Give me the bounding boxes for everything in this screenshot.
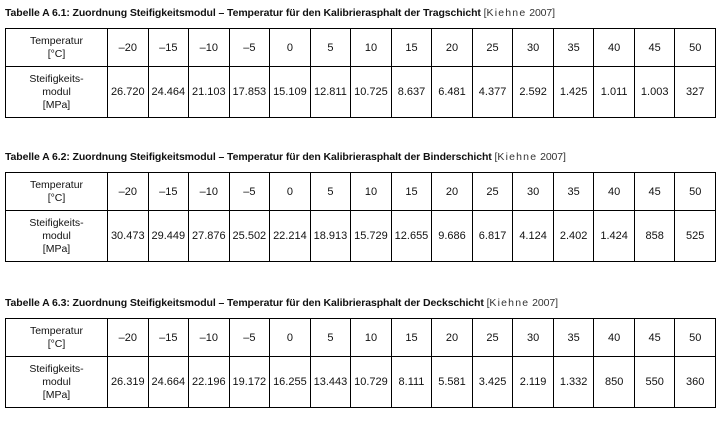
- modulus-cell: 2.402: [553, 211, 594, 262]
- modulus-cell: 12.655: [391, 211, 432, 262]
- modulus-cell: 1.332: [553, 357, 594, 408]
- temperature-cell: –5: [229, 173, 270, 211]
- temperature-cell: 30: [513, 319, 554, 357]
- temperature-cell: –10: [189, 173, 230, 211]
- modulus-cell: 30.473: [108, 211, 149, 262]
- temperature-cell: 10: [351, 29, 392, 67]
- temperature-cell: 20: [432, 29, 473, 67]
- modulus-cell: 25.502: [229, 211, 270, 262]
- modulus-cell: 19.172: [229, 357, 270, 408]
- modulus-cell: 3.425: [472, 357, 513, 408]
- modulus-cell: 18.913: [310, 211, 351, 262]
- temperature-cell: –5: [229, 319, 270, 357]
- modulus-cell: 550: [634, 357, 675, 408]
- caption-title: Tabelle A 6.1: Zuordnung Steifigkeitsmodul – Temperatur für den Kalibrierasphalt der Tragschicht: [5, 7, 481, 19]
- row-label-modulus: Steifigkeits- modul [MPa]: [6, 357, 108, 408]
- modulus-cell: 26.720: [108, 67, 149, 118]
- row-label-temperature: Temperatur [°C]: [6, 29, 108, 67]
- row-label-modulus: Steifigkeits- modul [MPa]: [6, 211, 108, 262]
- temperature-cell: 35: [553, 29, 594, 67]
- temperature-cell: 10: [351, 319, 392, 357]
- table-block-binderschicht: [5, 150, 716, 262]
- row-label-modulus: Steifigkeits- modul [MPa]: [6, 67, 108, 118]
- modulus-cell: 4.377: [472, 67, 513, 118]
- temperature-cell: 0: [270, 29, 311, 67]
- temperature-cell: 45: [634, 173, 675, 211]
- modulus-cell: 29.449: [148, 211, 189, 262]
- stiffness-temperature-table: [5, 318, 716, 408]
- modulus-cell: 10.729: [351, 357, 392, 408]
- temperature-cell: 40: [594, 29, 635, 67]
- caption-title: Tabelle A 6.2: Zuordnung Steifigkeitsmodul – Temperatur für den Kalibrierasphalt der Binderschicht: [5, 151, 492, 163]
- temperature-cell: 10: [351, 173, 392, 211]
- temperature-cell: 25: [472, 29, 513, 67]
- temperature-cell: 50: [675, 173, 716, 211]
- modulus-cell: 1.011: [594, 67, 635, 118]
- table-caption: [5, 296, 716, 312]
- modulus-cell: 525: [675, 211, 716, 262]
- modulus-cell: 327: [675, 67, 716, 118]
- stiffness-temperature-table: [5, 172, 716, 262]
- modulus-cell: 4.124: [513, 211, 554, 262]
- modulus-cell: 5.581: [432, 357, 473, 408]
- temperature-cell: 25: [472, 319, 513, 357]
- modulus-cell: 8.111: [391, 357, 432, 408]
- temperature-cell: 20: [432, 319, 473, 357]
- modulus-cell: 850: [594, 357, 635, 408]
- temperature-cell: 5: [310, 29, 351, 67]
- modulus-cell: 6.481: [432, 67, 473, 118]
- caption-source: [Kiehne 2007]: [483, 7, 555, 19]
- temperature-cell: 25: [472, 173, 513, 211]
- temperature-row: [6, 319, 716, 357]
- row-label-temperature: Temperatur [°C]: [6, 173, 108, 211]
- temperature-cell: –15: [148, 29, 189, 67]
- modulus-cell: 24.464: [148, 67, 189, 118]
- modulus-cell: 10.725: [351, 67, 392, 118]
- row-label-temperature: Temperatur [°C]: [6, 319, 108, 357]
- modulus-cell: 21.103: [189, 67, 230, 118]
- temperature-cell: –15: [148, 319, 189, 357]
- temperature-cell: 5: [310, 319, 351, 357]
- temperature-cell: 50: [675, 319, 716, 357]
- temperature-cell: –10: [189, 29, 230, 67]
- modulus-cell: 6.817: [472, 211, 513, 262]
- temperature-cell: 0: [270, 319, 311, 357]
- modulus-cell: 24.664: [148, 357, 189, 408]
- modulus-cell: 27.876: [189, 211, 230, 262]
- temperature-cell: 0: [270, 173, 311, 211]
- modulus-cell: 9.686: [432, 211, 473, 262]
- modulus-cell: 22.214: [270, 211, 311, 262]
- temperature-cell: 35: [553, 173, 594, 211]
- temperature-cell: –5: [229, 29, 270, 67]
- modulus-cell: 1.003: [634, 67, 675, 118]
- table-block-deckschicht: [5, 296, 716, 408]
- table-caption: [5, 6, 716, 22]
- temperature-cell: 45: [634, 29, 675, 67]
- modulus-cell: 12.811: [310, 67, 351, 118]
- temperature-cell: 15: [391, 29, 432, 67]
- temperature-cell: 20: [432, 173, 473, 211]
- temperature-cell: 35: [553, 319, 594, 357]
- temperature-cell: 5: [310, 173, 351, 211]
- temperature-cell: –10: [189, 319, 230, 357]
- stiffness-temperature-table: [5, 28, 716, 118]
- temperature-cell: –15: [148, 173, 189, 211]
- modulus-row: [6, 211, 716, 262]
- table-caption: [5, 150, 716, 166]
- temperature-row: [6, 173, 716, 211]
- modulus-cell: 22.196: [189, 357, 230, 408]
- temperature-cell: 40: [594, 319, 635, 357]
- temperature-cell: 45: [634, 319, 675, 357]
- modulus-cell: 15.729: [351, 211, 392, 262]
- temperature-cell: 50: [675, 29, 716, 67]
- modulus-cell: 8.637: [391, 67, 432, 118]
- temperature-cell: –20: [108, 173, 149, 211]
- modulus-cell: 2.119: [513, 357, 554, 408]
- modulus-row: [6, 357, 716, 408]
- temperature-cell: 15: [391, 173, 432, 211]
- modulus-cell: 13.443: [310, 357, 351, 408]
- modulus-cell: 15.109: [270, 67, 311, 118]
- caption-source: [Kiehne 2007]: [486, 297, 558, 309]
- temperature-cell: –20: [108, 319, 149, 357]
- caption-source: [Kiehne 2007]: [494, 151, 566, 163]
- temperature-cell: 15: [391, 319, 432, 357]
- temperature-row: [6, 29, 716, 67]
- modulus-cell: 1.425: [553, 67, 594, 118]
- modulus-cell: 26.319: [108, 357, 149, 408]
- caption-title: Tabelle A 6.3: Zuordnung Steifigkeitsmodul – Temperatur für den Kalibrierasphalt der Deckschicht: [5, 297, 484, 309]
- modulus-row: [6, 67, 716, 118]
- temperature-cell: 30: [513, 173, 554, 211]
- modulus-cell: 16.255: [270, 357, 311, 408]
- temperature-cell: 40: [594, 173, 635, 211]
- temperature-cell: 30: [513, 29, 554, 67]
- modulus-cell: 2.592: [513, 67, 554, 118]
- modulus-cell: 360: [675, 357, 716, 408]
- table-block-tragschicht: [5, 6, 716, 118]
- modulus-cell: 1.424: [594, 211, 635, 262]
- modulus-cell: 17.853: [229, 67, 270, 118]
- temperature-cell: –20: [108, 29, 149, 67]
- modulus-cell: 858: [634, 211, 675, 262]
